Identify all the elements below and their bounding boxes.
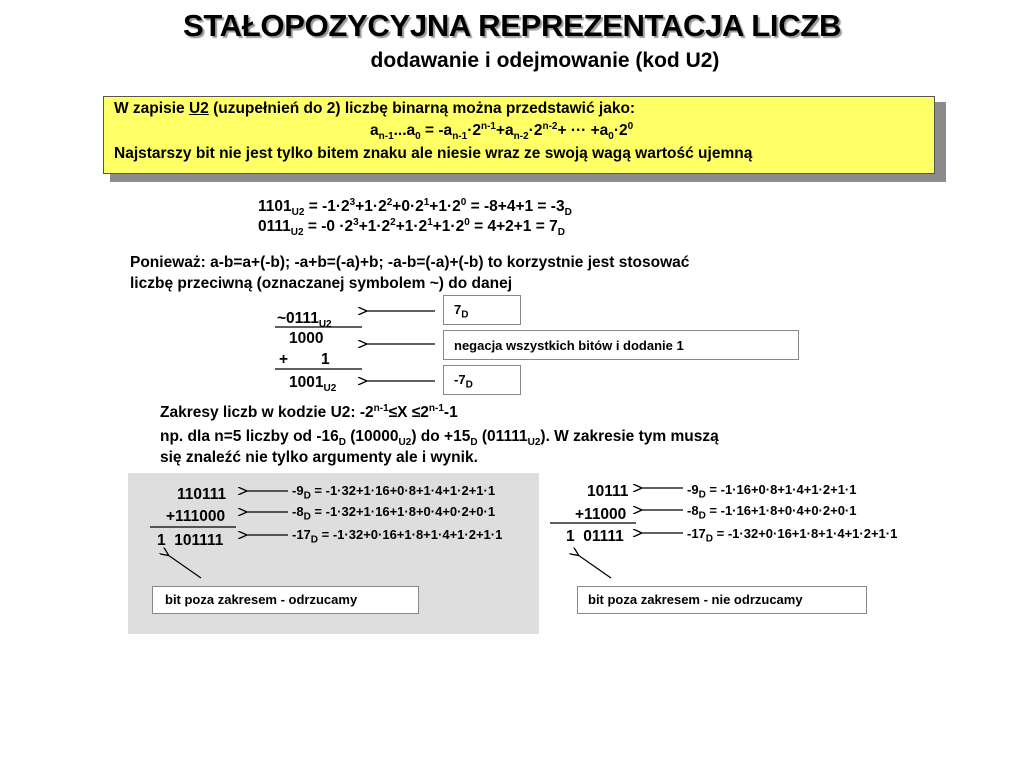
range-line-3: się znaleźć nie tylko argumenty ale i wynik. [160,449,478,466]
range-line-1: Zakresy liczb w kodzie U2: $-2^{n-1}\le X \le 2^{n-1}-1$ [160,402,458,421]
definition-text-a: W zapisie [114,100,189,117]
left-note: bit poza zakresem - odrzucamy [152,586,419,614]
left-ann-2: $-8_D = -1\cdot 32+1\cdot 16+1\cdot 8+0\cdot 4+0\cdot 2+0\cdot 1$ [292,504,496,523]
label-7d: $7_D$ [443,295,521,325]
definition-u2: U2 [188,100,209,117]
right-row-2: +11000 [575,506,627,523]
definition-line-3: Najstarszy bit nie jest tylko bitem znaku ale niesie wraz ze swoją wagą wartość ujemną [114,145,753,162]
negation-row-3-one: 1 [321,351,330,368]
right-ann-1: $-9_D = -1\cdot 16+0\cdot 8+1\cdot 4+1\cdot 2+1\cdot 1$ [687,482,857,501]
left-ann-3: $-17_D = -1\cdot 32+0\cdot 16+1\cdot 8+1\cdot 4+1\cdot 2+1\cdot 1$ [292,527,503,546]
label-minus-7d: $-7_D$ [443,365,521,395]
negation-row-2: 1000 [289,330,324,347]
right-note: bit poza zakresem - nie odrzucamy [577,586,867,614]
definition-formula: $a_{n-1}...a_0 = -a_{n-1}\cdot 2^{n-1}+a_{n-2}\cdot 2^{n-2}+$ ··· $+a_0\cdot 2^0$ [370,120,634,143]
left-row-1: 110111 [177,486,227,503]
arrow-left-bit [168,555,201,578]
explain-line-2: liczbę przeciwną (oznaczanej symbolem ~) do danej [130,275,513,292]
negation-row-1: $\sim 0111_{U2}$ [277,310,332,331]
right-row-1: 10111 [587,483,629,500]
equation-2: $0111_{U2} = -0 \cdot 2^3+1\cdot 2^2+1\cdot 2^1+1\cdot 2^0 = 4+2+1 = 7_D$ [258,216,565,239]
range-line-2: np. dla n=5 liczby od $-16_D$ $(10000_{U2})$ do $+15_D$ $(01111_{U2})$. W zakresie tym muszą [160,428,719,449]
explain-line-1: Ponieważ: a-b=a+(-b); -a+b=(-a)+b; -a-b=(-a)+(-b) to korzystnie jest stosować [130,254,690,271]
arrow-right-bit [578,555,611,578]
right-ann-3: $-17_D = -1\cdot 32+0\cdot 16+1\cdot 8+1\cdot 4+1\cdot 2+1\cdot 1$ [687,526,898,545]
negation-row-3-plus: + [279,351,289,368]
negation-result: $1001_{U2}$ [289,374,337,395]
definition-text-b: (uzupełnień do 2) liczbę binarną można przedstawić jako: [208,100,636,117]
page-subtitle: dodawanie i odejmowanie (kod U2) [370,49,720,72]
equation-1: $1101_{U2} = -1\cdot 2^3+1\cdot 2^2+0\cdot 2^1+1\cdot 2^0 = -8+4+1 = -3_D$ [258,196,572,219]
label-negation: negacja wszystkich bitów i dodanie 1 [443,330,799,360]
left-ann-1: $-9_D = -1\cdot 32+1\cdot 16+0\cdot 8+1\cdot 4+1\cdot 2+1\cdot 1$ [292,483,496,502]
page-title: STAŁOPOZYCYJNA REPREZENTACJA LICZB [182,8,842,43]
right-result: 1 01111 [566,528,624,545]
left-result: 1 101111 [157,532,224,549]
left-row-2: +111000 [166,508,226,525]
right-ann-2: $-8_D = -1\cdot 16+1\cdot 8+0\cdot 4+0\cdot 2+0\cdot 1$ [687,503,857,522]
